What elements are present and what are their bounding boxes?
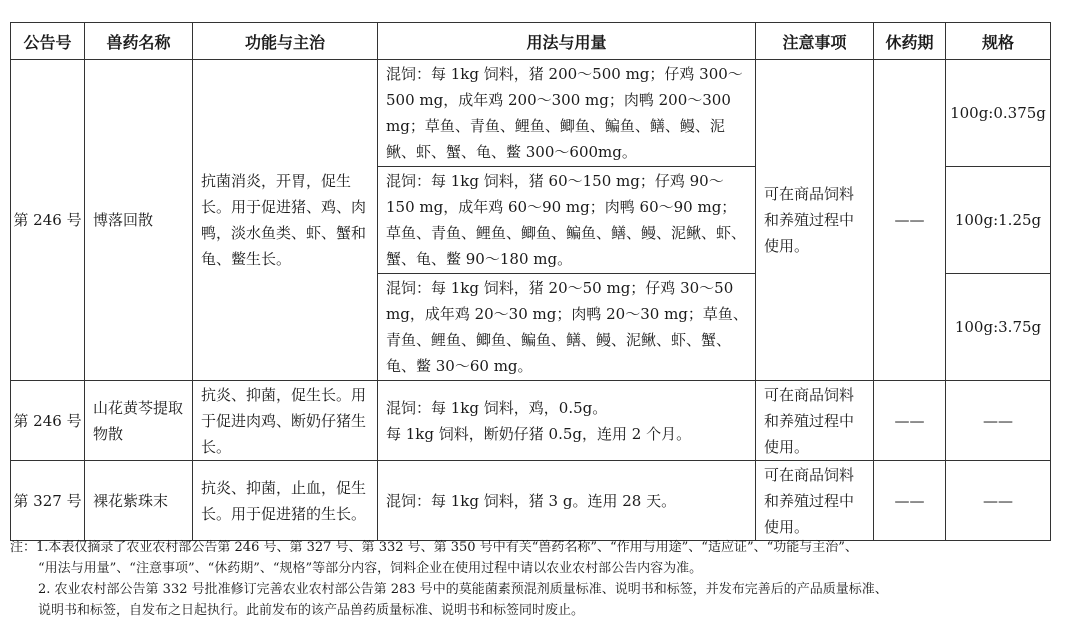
usage-line: 混饲：每 1kg 饲料，鸡，0.5g。 (386, 398, 608, 417)
usage-cell: 混饲：每 1kg 饲料，猪 20～50 mg；仔鸡 30～50 mg，成年鸡 20～30 mg；肉鸭 20～30 mg；草鱼、青鱼、鲤鱼、鲫鱼、鳊鱼、鳝、鳗、泥鳅、虾、蟹、龟、鳖 30～60 mg。 (378, 274, 756, 381)
drug-name-cell: 山花黄芩提取物散 (85, 381, 193, 461)
table-row (11, 381, 1051, 461)
header-drug-name: 兽药名称 (85, 23, 193, 60)
notes-cell: 可在商品饲料和养殖过程中使用。 (756, 381, 874, 461)
notes-cell: 可在商品饲料和养殖过程中使用。 (756, 461, 874, 541)
spec-cell: —— (946, 461, 1051, 541)
announcement-cell: 第 246 号 (11, 381, 85, 461)
drug-name-cell: 裸花紫珠末 (85, 461, 193, 541)
function-cell: 抗菌消炎，开胃，促生长。用于促进猪、鸡、肉鸭，淡水鱼类、虾、蟹和龟、鳖生长。 (193, 60, 378, 381)
footnote-2-line-2: 说明书和标签，自发布之日起执行。此前发布的该产品兽药质量标准、说明书和标签同时废止。 (38, 603, 585, 618)
header-notes: 注意事项 (756, 23, 874, 60)
table-row (11, 60, 1051, 167)
document-frame (10, 22, 1050, 541)
usage-cell: 混饲：每 1kg 饲料，猪 200～500 mg；仔鸡 300～500 mg，成年鸡 200～300 mg；肉鸭 200～300 mg；草鱼、青鱼、鲤鱼、鲫鱼、鳊鱼、鳝、鳗、泥鳅、虾、蟹、龟、鳖 300～600mg。 (378, 60, 756, 167)
withdrawal-cell: —— (874, 381, 946, 461)
announcement-cell: 第 327 号 (11, 461, 85, 541)
usage-cell: 混饲：每 1kg 饲料，猪 60～150 mg；仔鸡 90～150 mg，成年鸡 60～90 mg；肉鸭 60～90 mg；草鱼、青鱼、鲤鱼、鲫鱼、鳊鱼、鳝、鳗、泥鳅、虾、蟹、龟、鳖 90～180 mg。 (378, 167, 756, 274)
header-spec: 规格 (946, 23, 1051, 60)
withdrawal-cell: —— (874, 60, 946, 381)
header-announcement: 公告号 (11, 23, 85, 60)
usage-line: 每 1kg 饲料，断奶仔猪 0.5g，连用 2 个月。 (386, 424, 692, 443)
header-withdrawal: 休药期 (874, 23, 946, 60)
usage-cell: 混饲：每 1kg 饲料，猪 3 g。连用 28 天。 (378, 461, 756, 541)
spec-cell: 100g:3.75g (946, 274, 1051, 381)
header-function: 功能与主治 (193, 23, 378, 60)
spec-cell: 100g:0.375g (946, 60, 1051, 167)
withdrawal-cell: —— (874, 461, 946, 541)
footnote-1-line-1: 注：1.本表仅摘录了农业农村部公告第 246 号、第 327 号、第 332 号、第 350 号中有关“兽药名称”、“作用与用途”、“适应证”、“功能与主治”、 (10, 540, 858, 555)
footnotes (10, 537, 1050, 621)
footnote-2-line-1: 2. 农业农村部公告第 332 号批准修订完善农业农村部公告第 283 号中的莫能菌素预混剂质量标准、说明书和标签，并发布完善后的产品质量标准、 (38, 582, 888, 597)
spec-cell: 100g:1.25g (946, 167, 1051, 274)
function-cell: 抗炎、抑菌，止血，促生长。用于促进猪的生长。 (193, 461, 378, 541)
header-usage: 用法与用量 (378, 23, 756, 60)
spec-cell: —— (946, 381, 1051, 461)
function-cell: 抗炎、抑菌，促生长。用于促进肉鸡、断奶仔猪生长。 (193, 381, 378, 461)
table-row (11, 461, 1051, 541)
drug-name-cell: 博落回散 (85, 60, 193, 381)
announcement-cell: 第 246 号 (11, 60, 85, 381)
footnote-1-line-2: “用法与用量”、“注意事项”、“休药期”、“规格”等部分内容，饲料企业在使用过程中请以农业农村部公告内容为准。 (38, 561, 703, 576)
table-header-row (11, 23, 1051, 60)
vet-drug-table (10, 22, 1051, 541)
notes-cell: 可在商品饲料和养殖过程中使用。 (756, 60, 874, 381)
usage-cell (378, 381, 756, 461)
